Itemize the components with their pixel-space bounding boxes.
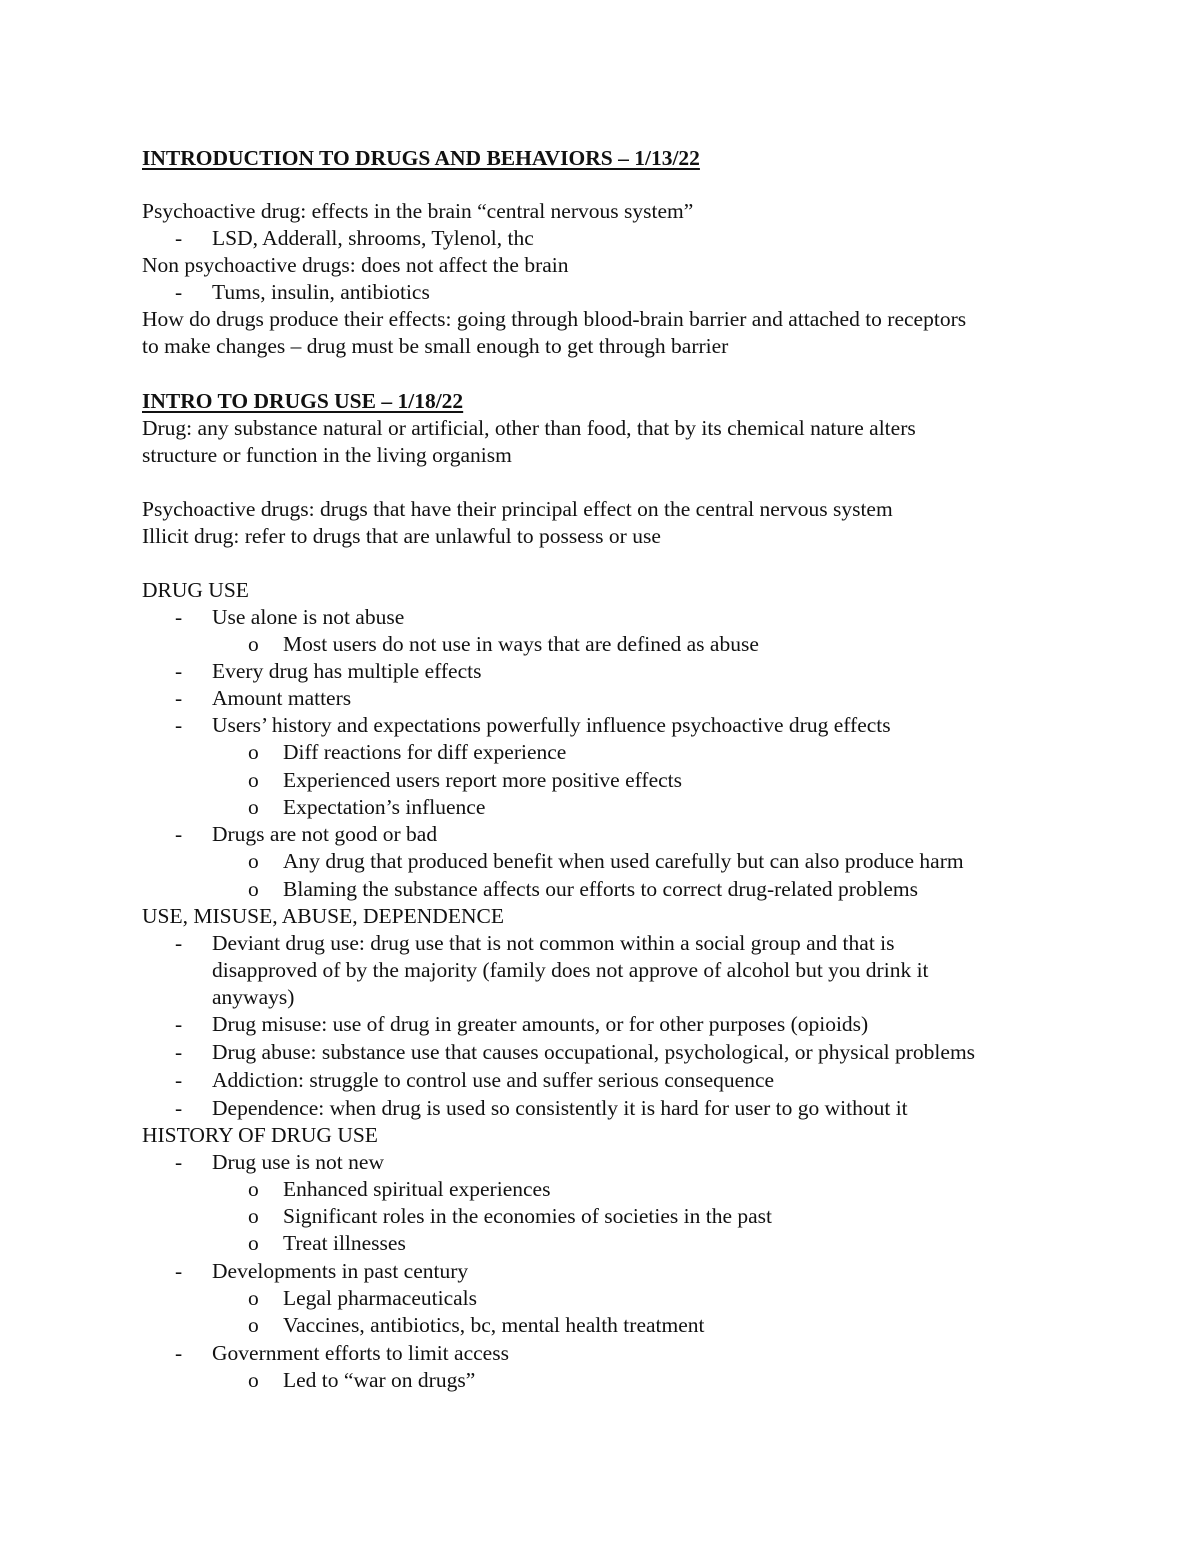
section-title: HISTORY OF DRUG USE (142, 1123, 378, 1147)
list-item: Use alone is not abuse (212, 605, 405, 629)
list-item: Drug use is not new (212, 1150, 384, 1174)
list-item: Blaming the substance affects our efforts to correct drug-related problems (283, 877, 919, 901)
list-item: Developments in past century (212, 1259, 469, 1283)
text-line: How do drugs produce their effects: going through blood-brain barrier and attached to receptors (142, 307, 967, 331)
list-item: Significant roles in the economies of societies in the past (283, 1204, 773, 1228)
dash-bullet: - (175, 280, 183, 304)
circle-bullet: o (248, 1286, 259, 1310)
list-item: Tums, insulin, antibiotics (212, 280, 430, 304)
text-line: Drug: any substance natural or artificial, other than food, that by its chemical nature alters (142, 416, 916, 440)
text-line: to make changes – drug must be small enough to get through barrier (142, 334, 729, 358)
section-title: DRUG USE (142, 578, 249, 602)
list-item: Drug abuse: substance use that causes occupational, psychological, or physical problems (212, 1040, 976, 1064)
dash-bullet: - (175, 931, 183, 955)
circle-bullet: o (248, 1313, 259, 1337)
list-item: disapproved of by the majority (family does not approve of alcohol but you drink it (212, 958, 929, 982)
circle-bullet: o (248, 877, 259, 901)
dash-bullet: - (175, 1068, 183, 1092)
circle-bullet: o (248, 632, 259, 656)
text-line: Psychoactive drugs: drugs that have their principal effect on the central nervous system (142, 497, 893, 521)
dash-bullet: - (175, 659, 183, 683)
section-title: USE, MISUSE, ABUSE, DEPENDENCE (142, 904, 504, 928)
dash-bullet: - (175, 605, 183, 629)
text-line: Illicit drug: refer to drugs that are unlawful to possess or use (142, 524, 661, 548)
dash-bullet: - (175, 226, 183, 250)
list-item: Deviant drug use: drug use that is not common within a social group and that is (212, 931, 895, 955)
dash-bullet: - (175, 1341, 183, 1365)
circle-bullet: o (248, 740, 259, 764)
list-item: Treat illnesses (283, 1231, 406, 1255)
list-item: Drug misuse: use of drug in greater amounts, or for other purposes (opioids) (212, 1012, 869, 1036)
circle-bullet: o (248, 849, 259, 873)
circle-bullet: o (248, 1204, 259, 1228)
list-item: Led to “war on drugs” (283, 1368, 476, 1392)
list-item: Every drug has multiple effects (212, 659, 482, 683)
section-heading: INTRODUCTION TO DRUGS AND BEHAVIORS – 1/13/22 (142, 146, 700, 170)
dash-bullet: - (175, 1150, 183, 1174)
dash-bullet: - (175, 713, 183, 737)
text-line: Non psychoactive drugs: does not affect the brain (142, 253, 569, 277)
list-item: Dependence: when drug is used so consistently it is hard for user to go without it (212, 1096, 908, 1120)
text-line: structure or function in the living organism (142, 443, 512, 467)
dash-bullet: - (175, 686, 183, 710)
list-item: Government efforts to limit access (212, 1341, 509, 1365)
circle-bullet: o (248, 795, 259, 819)
list-item: Addiction: struggle to control use and suffer serious consequence (212, 1068, 775, 1092)
list-item: Users’ history and expectations powerfully influence psychoactive drug effects (212, 713, 891, 737)
dash-bullet: - (175, 822, 183, 846)
dash-bullet: - (175, 1259, 183, 1283)
list-item: Legal pharmaceuticals (283, 1286, 477, 1310)
circle-bullet: o (248, 768, 259, 792)
section-heading: INTRO TO DRUGS USE – 1/18/22 (142, 389, 464, 413)
dash-bullet: - (175, 1096, 183, 1120)
dash-bullet: - (175, 1040, 183, 1064)
list-item: Any drug that produced benefit when used carefully but can also produce harm (283, 849, 964, 873)
list-item: LSD, Adderall, shrooms, Tylenol, thc (212, 226, 534, 250)
text-line: Psychoactive drug: effects in the brain “central nervous system” (142, 199, 694, 223)
list-item: Drugs are not good or bad (212, 822, 438, 846)
list-item: Experienced users report more positive effects (283, 768, 682, 792)
list-item: Expectation’s influence (283, 795, 486, 819)
list-item: Enhanced spiritual experiences (283, 1177, 551, 1201)
list-item: Vaccines, antibiotics, bc, mental health treatment (283, 1313, 705, 1337)
circle-bullet: o (248, 1177, 259, 1201)
list-item: Diff reactions for diff experience (283, 740, 567, 764)
list-item: Amount matters (212, 686, 352, 710)
circle-bullet: o (248, 1368, 259, 1392)
circle-bullet: o (248, 1231, 259, 1255)
list-item: anyways) (212, 985, 295, 1009)
dash-bullet: - (175, 1012, 183, 1036)
list-item: Most users do not use in ways that are defined as abuse (283, 632, 759, 656)
